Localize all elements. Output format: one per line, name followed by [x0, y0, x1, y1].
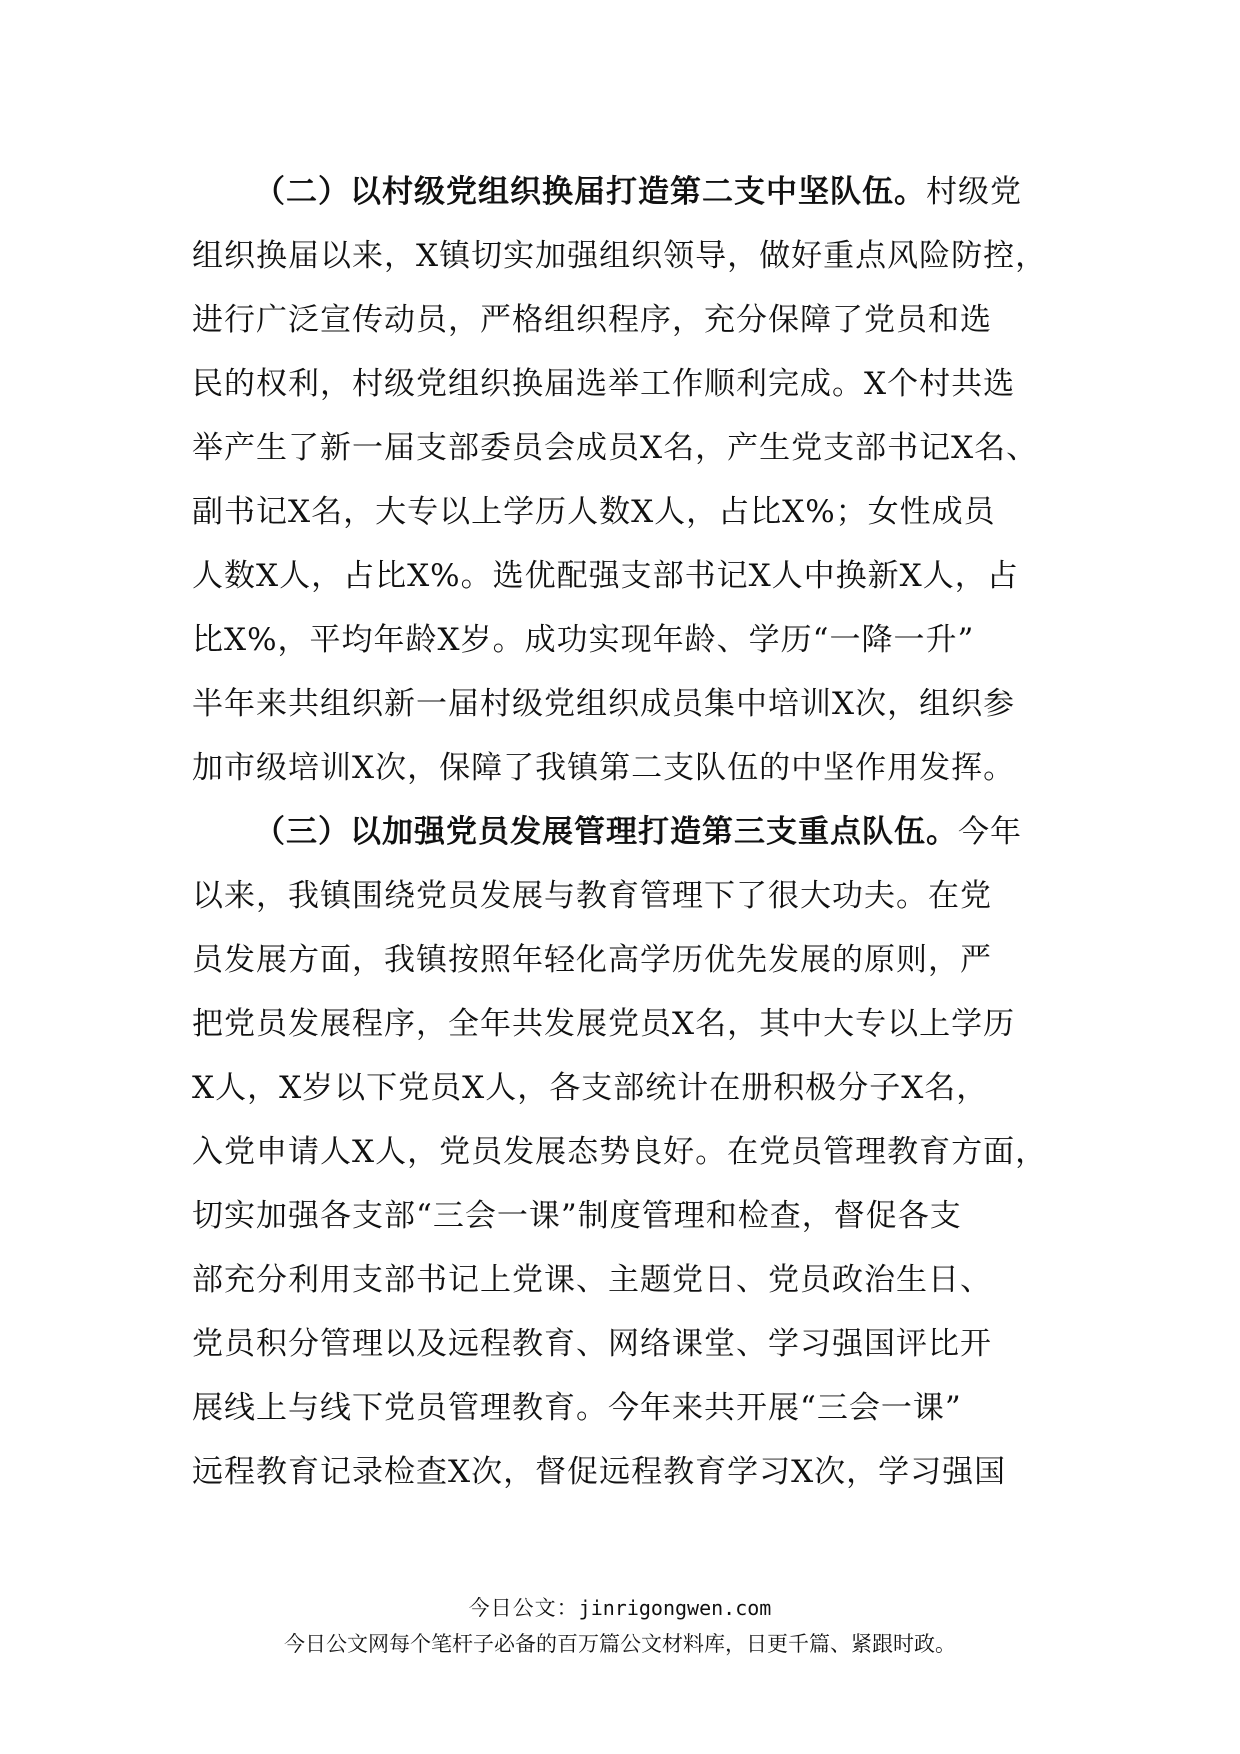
paragraph-3-line-2: 以来，我镇围绕党员发展与教育管理下了很大功夫。在党: [192, 878, 992, 914]
paragraph-3-line-4: 把党员发展程序，全年共发展党员X名，其中大专以上学历: [192, 1006, 1016, 1042]
paragraph-2-line-1-text: 村级党: [926, 174, 1022, 210]
paragraph-2-line-10: 加市级培训X次，保障了我镇第二支队伍的中坚作用发挥。: [192, 750, 1016, 786]
paragraph-3-line-1-text: 今年: [958, 814, 1022, 850]
footer-tagline: 今日公文网每个笔杆子必备的百万篇公文材料库，日更千篇、紧跟时政。: [284, 1632, 956, 1656]
paragraph-2-line-1: [192, 160, 1072, 224]
paragraph-3-line-7: 切实加强各支部“三会一课”制度管理和检查，督促各支: [192, 1198, 962, 1234]
paragraph-2-heading: （二）以村级党组织换届打造第二支中坚队伍。: [254, 174, 926, 210]
paragraph-3-line-9: 党员积分管理以及远程教育、网络课堂、学习强国评比开: [192, 1326, 992, 1362]
paragraph-3-line-10: 展线上与线下党员管理教育。今年来共开展“三会一课”: [192, 1390, 962, 1426]
paragraph-3-line-1: [192, 800, 1072, 864]
document-body: [192, 160, 1072, 1504]
paragraph-2-line-7: 人数X人，占比X%。选优配强支部书记X人中换新X人，占: [192, 558, 1019, 594]
paragraph-2-line-8: 比X%，平均年龄X岁。成功实现年龄、学历“一降一升”: [192, 622, 975, 658]
paragraph-3-line-5: X人，X岁以下党员X人，各支部统计在册积极分子X名，: [192, 1070, 989, 1106]
footer-source: [0, 1592, 1240, 1622]
paragraph-2-line-5: 举产生了新一届支部委员会成员X名，产生党支部书记X名、: [192, 430, 1039, 466]
paragraph-3-heading: （三）以加强党员发展管理打造第三支重点队伍。: [254, 814, 958, 850]
paragraph-2-line-9: 半年来共组织新一届村级党组织成员集中培训X次，组织参: [192, 686, 1016, 722]
paragraph-3-line-8: 部充分利用支部书记上党课、主题党日、党员政治生日、: [192, 1262, 992, 1298]
footer-url-link[interactable]: jinrigongwen.com: [578, 1596, 772, 1620]
paragraph-2-line-2: 组织换届以来，X镇切实加强组织领导，做好重点风险防控，: [192, 238, 1048, 274]
paragraph-3-line-3: 员发展方面，我镇按照年轻化高学历优先发展的原则，严: [192, 942, 992, 978]
paragraph-2-line-6: 副书记X名，大专以上学历人数X人，占比X%；女性成员: [192, 494, 996, 530]
footer-label: 今日公文：: [468, 1596, 579, 1620]
paragraph-2-line-3: 进行广泛宣传动员，严格组织程序，充分保障了党员和选: [192, 302, 992, 338]
paragraph-3-line-6: 入党申请人X人，党员发展态势良好。在党员管理教育方面，: [192, 1134, 1048, 1170]
paragraph-2-line-4: 民的权利，村级党组织换届选举工作顺利完成。X个村共选: [192, 366, 1016, 402]
paragraph-3-line-11: 远程教育记录检查X次，督促远程教育学习X次，学习强国: [192, 1454, 1007, 1490]
